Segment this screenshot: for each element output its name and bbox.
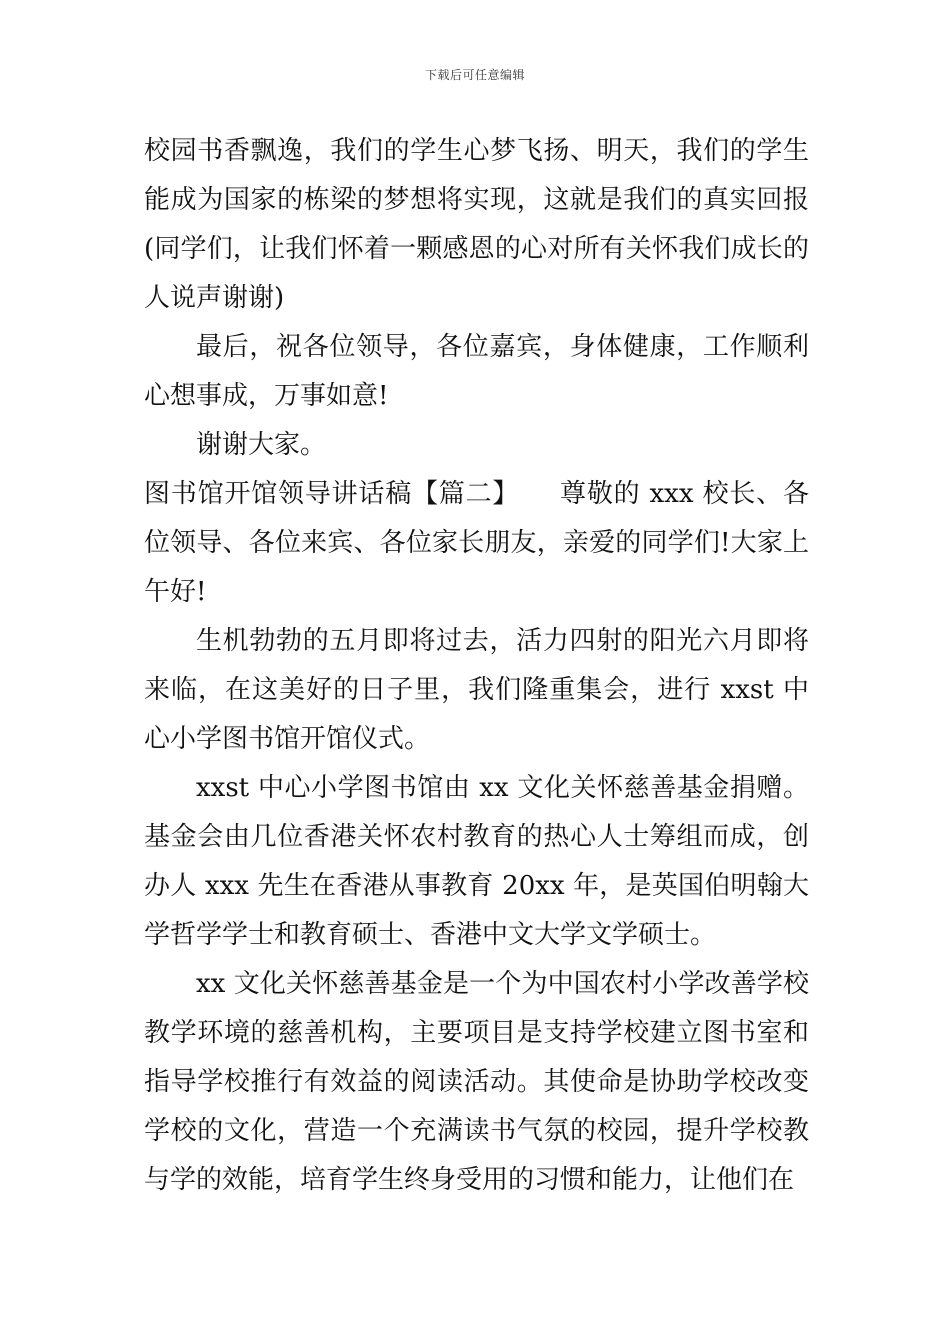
- paragraph-closing-reward: 校园书香飘逸，我们的学生心梦飞扬、明天，我们的学生能成为国家的栋梁的梦想将实现，这就是我们的真实回报(同学们，让我们怀着一颗感恩的心对所有关怀我们成长的人说声谢谢): [144, 136, 809, 313]
- paragraph-wishes: 最后，祝各位领导，各位嘉宾，身体健康，工作顺利心想事成，万事如意!: [144, 332, 809, 411]
- section-opening: 尊敬的 xxx 校长、各位领导、各位来宾、各位家长朋友，亲爱的同学们!大家上午好!: [144, 479, 809, 607]
- paragraph-foundation: xx 文化关怀慈善基金是一个为中国农村小学改善学校教学环境的慈善机构，主要项目是支持学校建立图书室和指导学校推行有效益的阅读活动。其使命是协助学校改变学校的文化，营造一个充满读书气氛的校园，提升学校教与学的效能，培育学生终身受用的习惯和能力，让他们在: [144, 969, 809, 1195]
- document-body: [144, 127, 809, 1205]
- paragraph-donation: xxst 中心小学图书馆由 xx 文化关怀慈善基金捐赠。基金会由几位香港关怀农村教育的热心人士筹组而成，创办人 xxx 先生在香港从事教育 20xx 年，是英国伯明翰大学哲学学士和教育硕士、香港中文大学文学硕士。: [144, 773, 809, 950]
- section-title: 图书馆开馆领导讲话稿【篇二】: [144, 479, 520, 509]
- paragraph-ceremony: 生机勃勃的五月即将过去，活力四射的阳光六月即将来临，在这美好的日子里，我们隆重集会，进行 xxst 中心小学图书馆开馆仪式。: [144, 626, 809, 754]
- paragraph-thanks: 谢谢大家。: [196, 430, 327, 460]
- page-header: 下载后可任意编辑: [424, 68, 525, 82]
- section-heading-line: [144, 470, 809, 617]
